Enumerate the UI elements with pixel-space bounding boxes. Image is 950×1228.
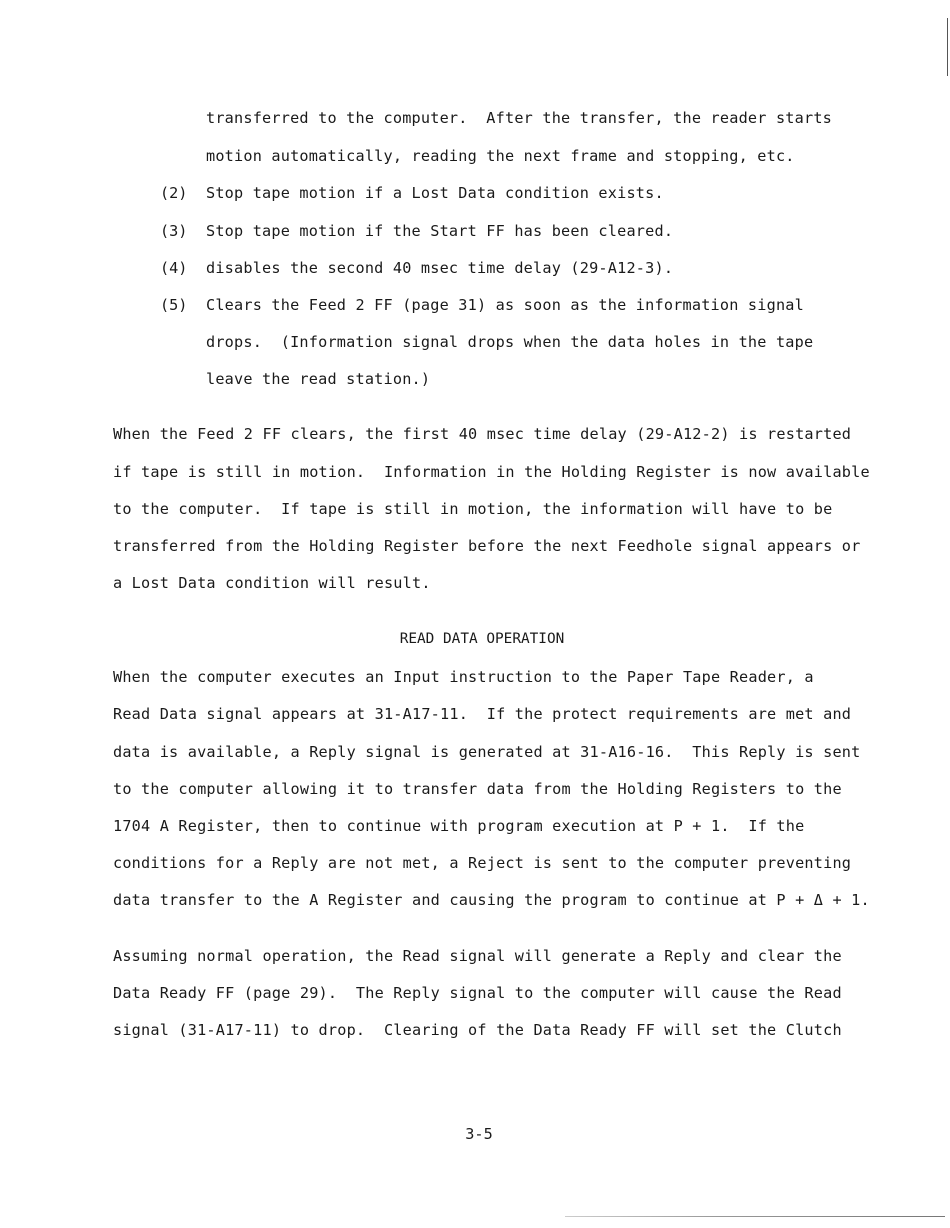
section-heading: READ DATA OPERATION — [399, 631, 565, 647]
paragraph-2-line-2: Read Data signal appears at 31-A17-11. If the protect requirements are met and — [113, 705, 852, 723]
list-item-text-5-line-1: Clears the Feed 2 FF (page 31) as soon as the information signal — [206, 296, 804, 314]
list-item-number-2: (2) — [160, 184, 188, 202]
paragraph-1-line-2: if tape is still in motion. Information in the Holding Register is now available — [113, 463, 870, 481]
paragraph-2-line-5: 1704 A Register, then to continue with program execution at P + 1. If the — [113, 817, 805, 835]
paragraph-2-line-3: data is available, a Reply signal is generated at 31-A16-16. This Reply is sent — [113, 743, 861, 761]
paragraph-3-line-2: Data Ready FF (page 29). The Reply signal to the computer will cause the Read — [113, 984, 842, 1002]
paragraph-2-line-4: to the computer allowing it to transfer data from the Holding Registers to the — [113, 780, 842, 798]
list-continuation-line-2: motion automatically, reading the next frame and stopping, etc. — [206, 147, 795, 165]
paragraph-1-line-5: a Lost Data condition will result. — [113, 574, 431, 592]
paragraph-1-line-1: When the Feed 2 FF clears, the first 40 msec time delay (29-A12-2) is restarted — [113, 425, 852, 443]
paragraph-2-line-1: When the computer executes an Input instruction to the Paper Tape Reader, a — [113, 668, 814, 686]
paragraph-2-line-7: data transfer to the A Register and causing the program to continue at P + Δ + 1. — [113, 891, 870, 909]
list-item-text-5-line-3: leave the read station.) — [206, 370, 431, 388]
list-item-number-4: (4) — [160, 259, 188, 277]
list-item-number-3: (3) — [160, 222, 188, 240]
list-continuation-line-1: transferred to the computer. After the transfer, the reader starts — [206, 109, 833, 127]
page-number: 3-5 — [465, 1125, 493, 1143]
list-item-number-5: (5) — [160, 296, 188, 314]
list-item-text-5-line-2: drops. (Information signal drops when the data holes in the tape — [206, 333, 814, 351]
scan-edge-mark — [947, 18, 948, 76]
paragraph-3-line-1: Assuming normal operation, the Read signal will generate a Reply and clear the — [113, 947, 842, 965]
list-item-text-4: disables the second 40 msec time delay (29-A12-3). — [206, 259, 674, 277]
paragraph-1-line-4: transferred from the Holding Register before the next Feedhole signal appears or — [113, 537, 861, 555]
scan-bottom-rule — [565, 1216, 945, 1217]
paragraph-2-line-6: conditions for a Reply are not met, a Reject is sent to the computer preventing — [113, 854, 852, 872]
list-item-text-3: Stop tape motion if the Start FF has been cleared. — [206, 222, 674, 240]
paragraph-1-line-3: to the computer. If tape is still in motion, the information will have to be — [113, 500, 833, 518]
paragraph-3-line-3: signal (31-A17-11) to drop. Clearing of the Data Ready FF will set the Clutch — [113, 1021, 842, 1039]
list-item-text-2: Stop tape motion if a Lost Data condition exists. — [206, 184, 664, 202]
